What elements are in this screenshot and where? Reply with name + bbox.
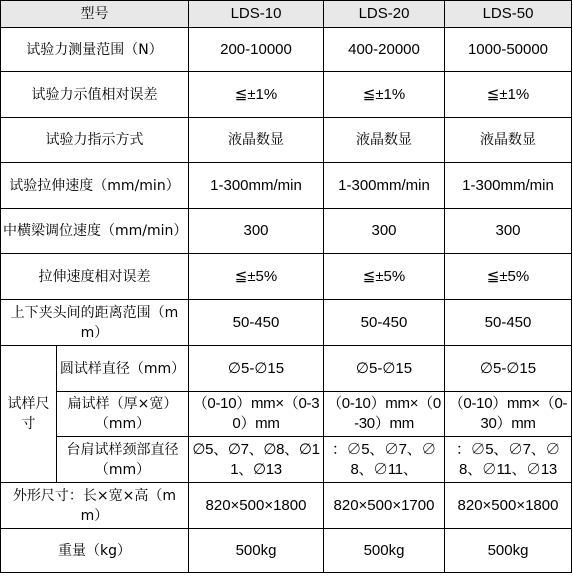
model-header-lds-20: LDS-20 — [324, 1, 445, 28]
model-header-label: 型号 — [1, 1, 189, 28]
row-label-tensile-speed: 试验拉伸速度（mm/min） — [1, 163, 189, 209]
row-label-speed-error: 拉伸速度相对误差 — [1, 254, 189, 300]
cell-value: 820×500×1800 — [189, 483, 324, 529]
cell-value: （0-10）mm×（0-30）mm — [445, 392, 572, 437]
cell-value: ∅5-∅15 — [324, 346, 445, 392]
table-row — [1, 483, 572, 529]
cell-value: ≦±5% — [189, 254, 324, 300]
row-label-beam-speed: 中横梁调位速度（mm/min） — [1, 209, 189, 254]
cell-value: 500kg — [445, 529, 572, 573]
cell-value: 1-300mm/min — [189, 163, 324, 209]
cell-value: 50-450 — [445, 300, 572, 346]
table-row — [1, 346, 572, 392]
table-row — [1, 72, 572, 118]
cell-value: ≦±5% — [324, 254, 445, 300]
table-row — [1, 392, 572, 437]
cell-value: （0-10）mm×（0-30）mm — [324, 392, 445, 437]
cell-value: 820×500×1700 — [324, 483, 445, 529]
cell-value: 500kg — [324, 529, 445, 573]
cell-value: 500kg — [189, 529, 324, 573]
cell-value: 300 — [445, 209, 572, 254]
cell-value: ∅5、∅7、∅8、∅11、∅13 — [189, 437, 324, 483]
row-label-weight: 重量（kg） — [1, 529, 189, 573]
table-row — [1, 300, 572, 346]
table-row — [1, 437, 572, 483]
cell-value: 1-300mm/min — [445, 163, 572, 209]
model-header-lds-10: LDS-10 — [189, 1, 324, 28]
table-row — [1, 529, 572, 573]
cell-value: 1000-50000 — [445, 28, 572, 72]
cell-value: 液晶数显 — [445, 118, 572, 163]
cell-value: 200-10000 — [189, 28, 324, 72]
cell-value: ：∅5、∅7、∅8、∅11、 — [324, 437, 445, 483]
cell-value: ：∅5、∅7、∅8、∅11、∅13 — [445, 437, 572, 483]
row-label-flat-specimen: 扁试样（厚×宽）（mm） — [57, 392, 189, 437]
model-header-lds-50: LDS-50 — [445, 1, 572, 28]
row-label-round-specimen: 圆试样直径（mm） — [57, 346, 189, 392]
table-row — [1, 163, 572, 209]
cell-value: ∅5-∅15 — [445, 346, 572, 392]
cell-value: 液晶数显 — [189, 118, 324, 163]
cell-value: 820×500×1800 — [445, 483, 572, 529]
cell-value: 50-450 — [324, 300, 445, 346]
table-row — [1, 28, 572, 72]
header-row — [1, 1, 572, 28]
cell-value: ≦±5% — [445, 254, 572, 300]
table-row — [1, 209, 572, 254]
cell-value: ≦±1% — [324, 72, 445, 118]
specimen-size-group-label: 试样尺寸 — [1, 346, 57, 483]
cell-value: 400-20000 — [324, 28, 445, 72]
cell-value: ∅5-∅15 — [189, 346, 324, 392]
cell-value: 300 — [189, 209, 324, 254]
row-label-clamp-distance: 上下夹头间的距离范围（mm） — [1, 300, 189, 346]
row-label-force-display: 试验力指示方式 — [1, 118, 189, 163]
cell-value: 300 — [324, 209, 445, 254]
cell-value: ≦±1% — [445, 72, 572, 118]
cell-value: 1-300mm/min — [324, 163, 445, 209]
row-label-shoulder-specimen: 台肩试样颈部直径（mm） — [57, 437, 189, 483]
cell-value: 50-450 — [189, 300, 324, 346]
row-label-dimensions: 外形尺寸：长×宽×高（mm） — [1, 483, 189, 529]
cell-value: （0-10）mm×（0-30）mm — [189, 392, 324, 437]
cell-value: 液晶数显 — [324, 118, 445, 163]
row-label-force-range: 试验力测量范围（N） — [1, 28, 189, 72]
table-row — [1, 254, 572, 300]
table-row — [1, 118, 572, 163]
cell-value: ≦±1% — [189, 72, 324, 118]
row-label-force-error: 试验力示值相对误差 — [1, 72, 189, 118]
